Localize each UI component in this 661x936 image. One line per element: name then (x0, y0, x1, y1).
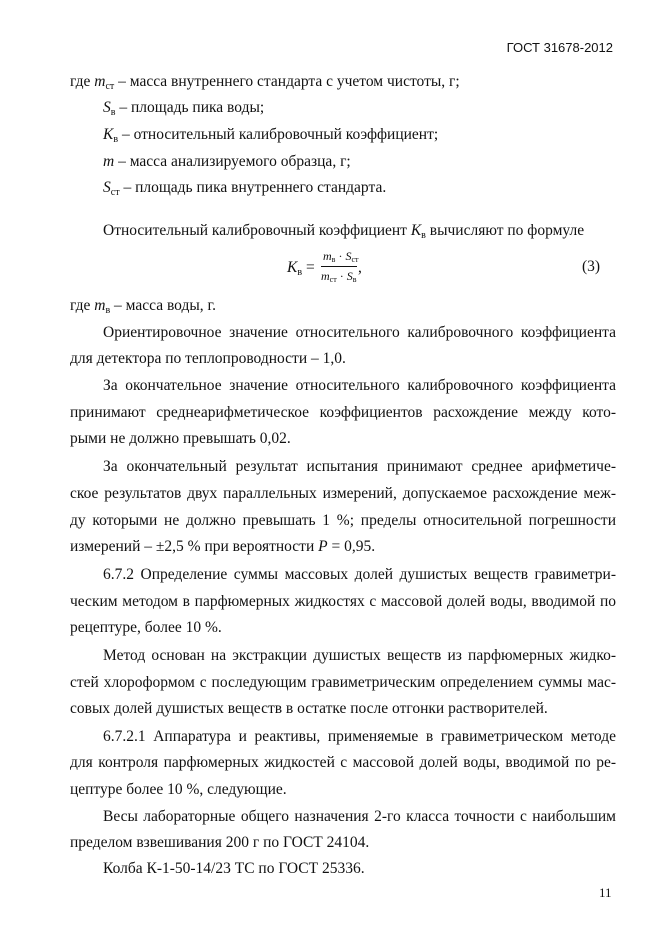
section-heading-6-7-2: 6.7.2 Определение суммы массовых долей душистых веществ гравиметри- (103, 566, 616, 583)
paragraph-line: пределом взвешивания 200 г по ГОСТ 24104. (70, 834, 370, 851)
document-header-standard: ГОСТ 31678-2012 (506, 40, 613, 55)
fraction-bar (321, 266, 357, 267)
paragraph-line: ческим методом в парфюмерных жидкостях с массовой долей воды, вводимой по (70, 593, 616, 610)
formula-intro: Относительный калибровочный коэффициент $K_в$ вычисляют по формуле (103, 222, 585, 241)
paragraph-line: ду которыми не должно превышать 1 %; пределы относительной погрешности (70, 512, 616, 529)
paragraph-line: стей хлороформом с последующим гравиметрическим определением суммы мас- (70, 674, 616, 691)
paragraph-line: совых долей душистых веществ в остатке после отгонки растворителей. (70, 700, 548, 717)
page-number: 11 (599, 885, 612, 900)
paragraph-line: для контроля парфюмерных жидкостей с массовой долей воды, вводимой по ре- (70, 754, 616, 771)
definition-s-v: $S_в$ – площадь пика воды; (103, 99, 265, 118)
section-heading-6-7-2-1: 6.7.2.1 Аппаратура и реактивы, применяемые в гравиметрическом методе (103, 728, 616, 745)
paragraph-line: для детектора по теплопроводности – 1,0. (70, 350, 346, 367)
paragraph-line: За окончательный результат испытания принимают среднее арифметиче- (103, 458, 616, 475)
paragraph-line: Колба К-1-50-14/23 ТС по ГОСТ 25336. (103, 860, 365, 877)
paragraph-line: рыми не должно превышать 0,02. (70, 430, 291, 447)
paragraph-line: цептуре более 10 %, следующие. (70, 781, 287, 798)
paragraph-line: измерений – ±2,5 % при вероятности P = 0,95. (70, 538, 376, 555)
formula-numerator: mв · Sст (323, 249, 359, 264)
paragraph-line: принимают среднеарифметическое коэффициентов расхождение между кото- (70, 404, 616, 421)
paragraph-line: За окончательное значение относительного калибровочного коэффициента (103, 377, 616, 394)
paragraph-line: ское результатов двух параллельных измерений, допускаемое расхождение меж- (70, 485, 616, 502)
formula-3 (287, 249, 407, 289)
paragraph-line: рецептуре, более 10 %. (70, 619, 222, 636)
paragraph-line: Весы лабораторные общего назначения 2-го класса точности с наибольшим (103, 808, 616, 825)
definition-s-st: $S_{ст}$ – площадь пика внутреннего стандарта. (103, 179, 387, 198)
paragraph-line: Ориентировочное значение относительного калибровочного коэффициента (103, 324, 616, 341)
formula-denominator: mст · Sв (321, 269, 357, 284)
definition-m-v: где $m_в$ – масса воды, г. (70, 297, 217, 316)
formula-comma (358, 259, 362, 277)
formula-number: (3) (582, 258, 601, 275)
formula-lhs: $K_в$ = (287, 259, 315, 278)
definition-m-st: где $m_{ст}$ – масса внутреннего стандарта с учетом чистоты, г; (70, 73, 460, 92)
definition-m: m – масса анализируемого образца, г; (103, 153, 351, 170)
paragraph-line: Метод основан на экстракции душистых веществ из парфюмерных жидко- (103, 647, 616, 664)
definition-k-v: $K_в$ – относительный калибровочный коэффициент; (103, 126, 439, 145)
